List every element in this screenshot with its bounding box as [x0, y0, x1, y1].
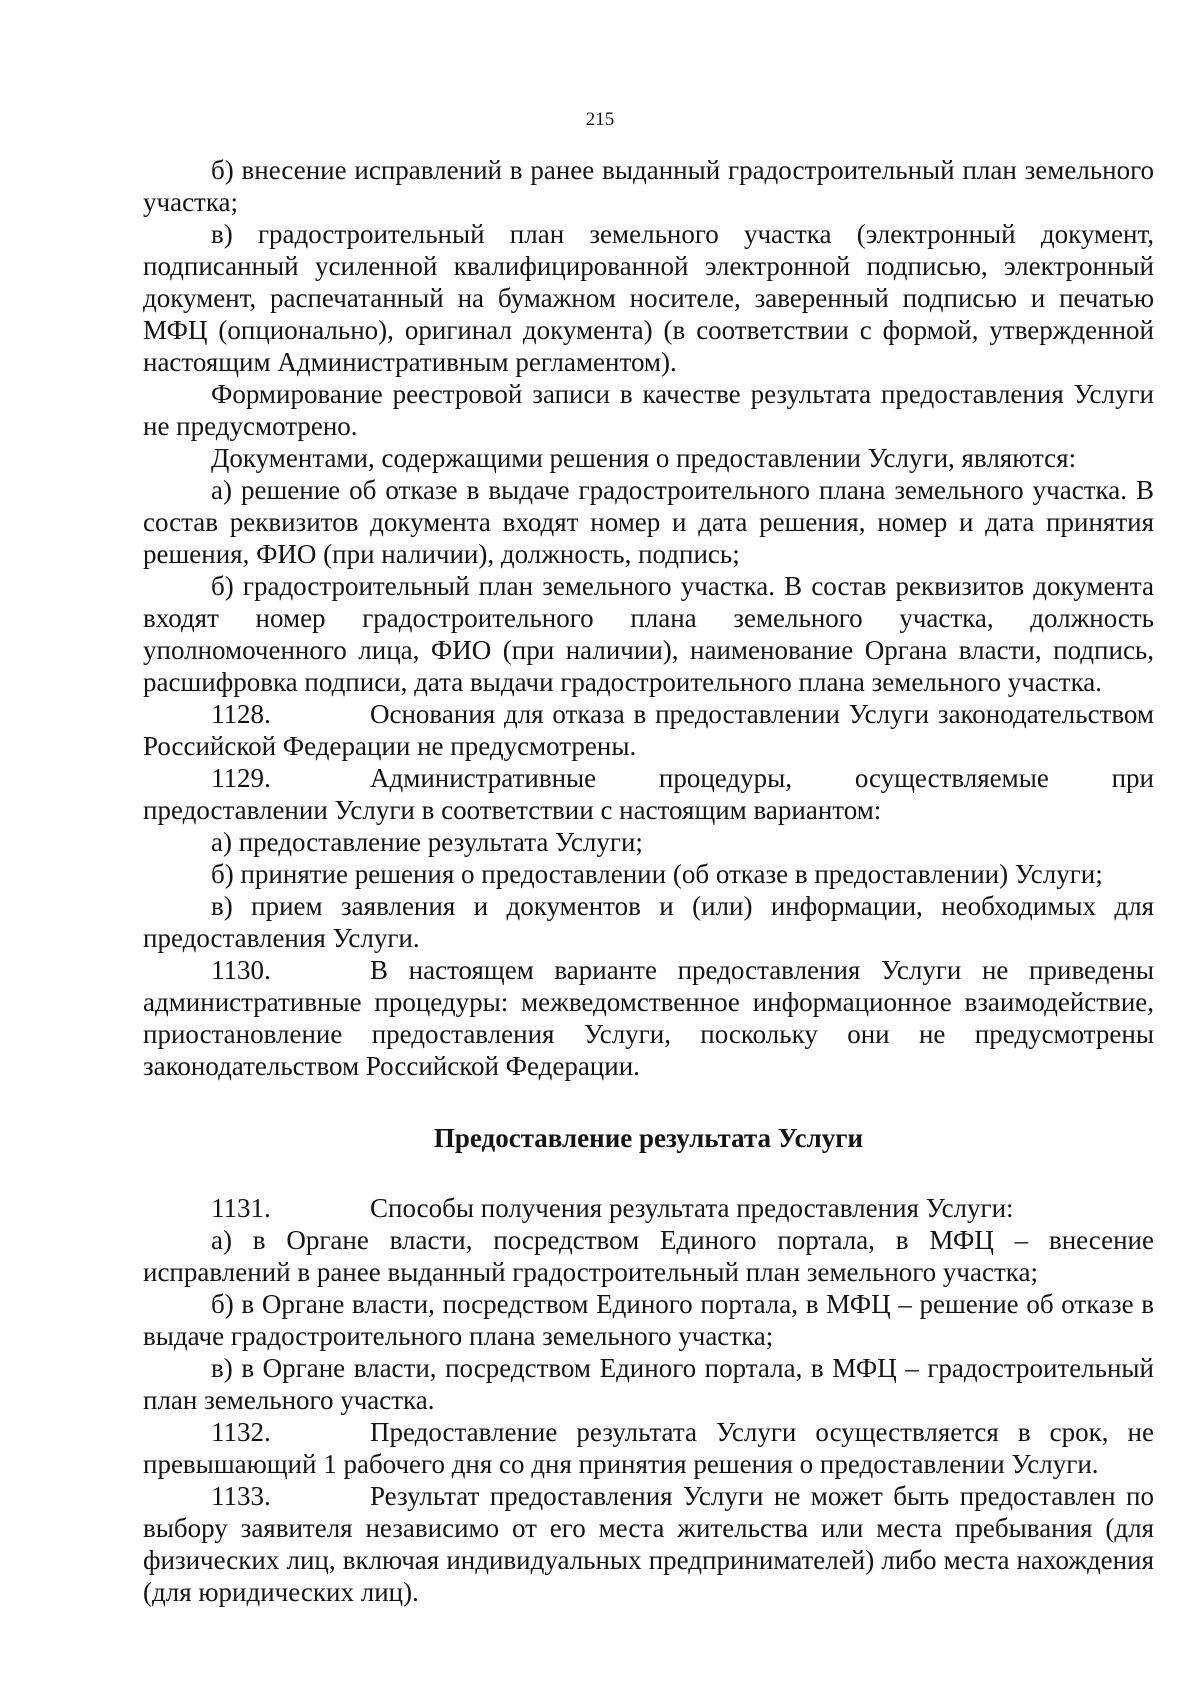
paragraph-item-a-method: а) в Органе власти, посредством Единого портала, в МФЦ – внесение исправлений в ранее выданный градостроительный план земельного участка; — [143, 1225, 1154, 1287]
paragraph-item-v-application: в) прием заявления и документов и (или) информации, необходимых для предоставления Услуги. — [143, 891, 1154, 953]
paragraph-number: 1132. — [211, 1417, 271, 1447]
paragraph-item-b-plan-details: б) градостроительный план земельного участка. В состав реквизитов документа входят номер градостроительного плана земельного участка, должность уполномоченного лица, ФИО (при наличии), наименование Органа власти, подпись, расшифровка подписи, дата выдачи градостроительного плана земельного участка. — [143, 571, 1154, 697]
paragraph-1128 — [143, 698, 1154, 762]
paragraph-text: В настоящем варианте предоставления Услуги не приведены административные процедуры: межведомственное информационное взаимодействие, приостановление предоставления Услуги, поскольку они не предусмотрены законодательством Российской Федерации. — [143, 955, 1154, 1081]
paragraph-number: 1130. — [211, 955, 271, 985]
paragraph-text: Основания для отказа в предоставлении Услуги законодательством Российской Федерации не предусмотрены. — [143, 699, 1154, 761]
section-heading: Предоставление результата Услуги — [433, 1123, 864, 1153]
paragraph-1131 — [143, 1192, 1154, 1224]
paragraph-1130 — [143, 954, 1154, 1082]
paragraph-1129 — [143, 762, 1154, 826]
document-body — [143, 154, 1154, 1608]
paragraph-item-b-method: б) в Органе власти, посредством Единого портала, в МФЦ – решение об отказе в выдаче градостроительного плана земельного участка; — [143, 1289, 1154, 1351]
paragraph-registry-record: Формирование реестровой записи в качестве результата предоставления Услуги не предусмотрено. — [143, 379, 1154, 441]
paragraph-item-a-refusal: а) решение об отказе в выдаче градостроительного плана земельного участка. В состав реквизитов документа входят номер и дата решения, номер и дата принятия решения, ФИО (при наличии), должность, подпись; — [143, 475, 1154, 569]
paragraph-number: 1133. — [211, 1481, 271, 1511]
paragraph-number: 1128. — [211, 699, 271, 729]
paragraph-decision-documents: Документами, содержащими решения о предоставлении Услуги, являются: — [211, 443, 1077, 473]
paragraph-number: 1131. — [211, 1193, 271, 1223]
paragraph-1133 — [143, 1480, 1154, 1608]
paragraph-1132 — [143, 1416, 1154, 1480]
paragraph-text: Административные процедуры, осуществляемые при предоставлении Услуги в соответствии с настоящим вариантом: — [143, 763, 1154, 825]
paragraph-text: Предоставление результата Услуги осуществляется в срок, не превышающий 1 рабочего дня со дня принятия решения о предоставлении Услуги. — [143, 1417, 1154, 1479]
paragraph-text: Результат предоставления Услуги не может быть предоставлен по выбору заявителя независимо от его места жительства или места пребывания (для физических лиц, включая индивидуальных предпринимателей) либо места нахождения (для юридических лиц). — [143, 1481, 1154, 1607]
paragraph-item-v-urban-plan: в) градостроительный план земельного участка (электронный документ, подписанный усиленной квалифицированной электронной подписью, электронный документ, распечатанный на бумажном носителе, заверенный подписью и печатью МФЦ (опционально), оригинал документа) (в соответствии с формой, утвержденной настоящим Административным регламентом). — [143, 219, 1154, 377]
paragraph-item-v-method: в) в Органе власти, посредством Единого портала, в МФЦ – градостроительный план земельного участка. — [143, 1353, 1154, 1415]
paragraph-item-b-corrections: б) внесение исправлений в ранее выданный градостроительный план земельного участка; — [143, 155, 1154, 217]
paragraph-item-a-result: а) предоставление результата Услуги; — [211, 827, 643, 857]
paragraph-number: 1129. — [211, 763, 271, 793]
paragraph-text: Способы получения результата предоставления Услуги: — [370, 1193, 1014, 1223]
paragraph-item-b-decision: б) принятие решения о предоставлении (об отказе в предоставлении) Услуги; — [211, 859, 1103, 889]
page-number: 215 — [585, 109, 615, 130]
